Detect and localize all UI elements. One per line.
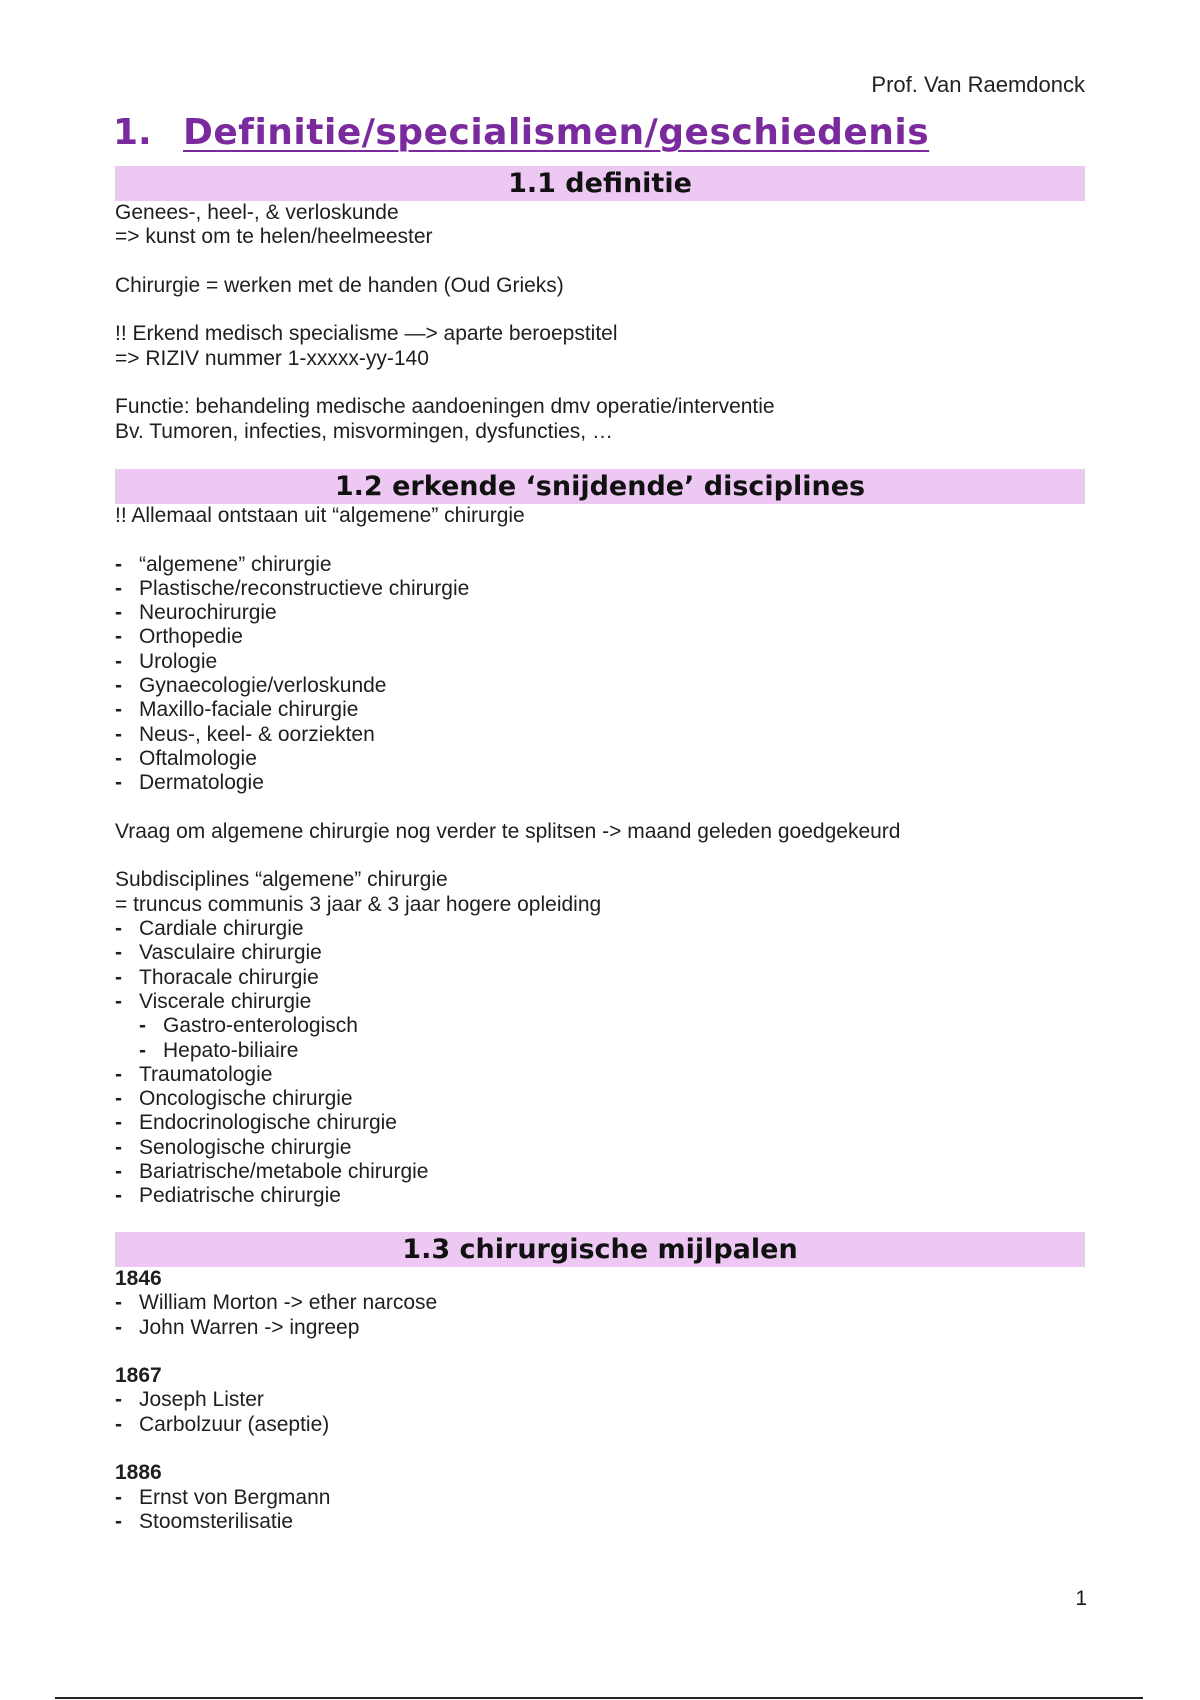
section-heading-definitie: 1.1 definitie — [115, 166, 1085, 201]
list-item — [115, 1486, 437, 1510]
list-item — [115, 1087, 900, 1111]
definitie-line: Functie: behandeling medische aandoeningen dmv operatie/interventie — [115, 395, 775, 419]
definitie-line: Chirurgie = werken met de handen (Oud Grieks) — [115, 273, 564, 297]
milestone-year: 1867 — [115, 1364, 162, 1388]
milestone-year: 1846 — [115, 1267, 162, 1290]
list-item — [115, 1160, 900, 1184]
list-item-label: John Warren -> ingreep — [139, 1315, 360, 1339]
disciplines-list — [115, 553, 900, 796]
list-item — [115, 1184, 900, 1208]
list-item — [115, 625, 900, 649]
bullet-dash: - — [115, 1315, 122, 1339]
list-item-label: Dermatologie — [139, 771, 264, 795]
blank-line — [115, 1340, 437, 1364]
list-item-label: Gynaecologie/verloskunde — [139, 674, 387, 698]
list-item — [115, 698, 900, 722]
chapter-title-row — [113, 112, 929, 153]
list-item-label: Cardiale chirurgie — [139, 917, 304, 941]
list-item-label: Bariatrische/metabole chirurgie — [139, 1160, 429, 1184]
bullet-dash: - — [115, 1111, 122, 1135]
blank-line — [115, 1437, 437, 1461]
list-item — [115, 723, 900, 747]
list-item-label: Oncologische chirurgie — [139, 1087, 353, 1111]
list-item-label: Viscerale chirurgie — [139, 989, 312, 1013]
list-item-label: Gastro-enterologisch — [163, 1014, 358, 1038]
bullet-dash: - — [115, 1485, 122, 1509]
bullet-dash: - — [115, 601, 122, 625]
list-item-label: Endocrinologische chirurgie — [139, 1111, 397, 1135]
bullet-dash: - — [115, 1509, 122, 1533]
definitie-line: Genees-, heel-, & verloskunde — [115, 201, 399, 224]
list-item — [115, 1413, 437, 1437]
section-mijlpalen-body — [115, 1267, 437, 1534]
list-item-label: Traumatologie — [139, 1062, 273, 1086]
list-item-label: Pediatrische chirurgie — [139, 1184, 341, 1208]
list-item-label: Neurochirurgie — [139, 601, 277, 625]
bullet-dash: - — [115, 1388, 122, 1412]
bullet-dash: - — [115, 1087, 122, 1111]
bullet-dash: - — [115, 771, 122, 795]
page-number: 1 — [1075, 1587, 1087, 1610]
list-item — [115, 1291, 437, 1315]
bullet-dash: - — [115, 625, 122, 649]
list-item — [115, 601, 900, 625]
bullet-dash: - — [115, 989, 122, 1013]
bullet-dash: - — [139, 1014, 146, 1038]
list-item-label: Joseph Lister — [139, 1388, 264, 1412]
list-item — [115, 1063, 900, 1087]
list-item-label: Stoomsterilisatie — [139, 1509, 294, 1533]
bullet-dash: - — [115, 965, 122, 989]
list-item — [115, 990, 900, 1014]
disciplines-note: Vraag om algemene chirurgie nog verder te splitsen -> maand geleden goedgekeurd — [115, 819, 901, 843]
list-item — [115, 941, 900, 965]
list-item-label: Thoracale chirurgie — [139, 965, 319, 989]
chapter-title: Definitie/specialismen/geschiedenis — [183, 112, 930, 153]
list-item — [115, 1388, 437, 1412]
subdisciplines-list — [115, 917, 900, 1209]
list-item-label: Orthopedie — [139, 625, 243, 649]
bullet-dash: - — [115, 698, 122, 722]
list-item-label: Urologie — [139, 649, 218, 673]
bullet-dash: - — [115, 1184, 122, 1208]
definitie-line: Bv. Tumoren, infecties, misvormingen, dysfuncties, … — [115, 419, 613, 443]
list-item — [115, 577, 900, 601]
subdisciplines-title: Subdisciplines “algemene” chirurgie — [115, 868, 448, 892]
list-item — [115, 650, 900, 674]
bullet-dash: - — [115, 1291, 122, 1315]
list-item — [115, 553, 900, 577]
footer-divider — [55, 1697, 1143, 1699]
bullet-dash: - — [115, 722, 122, 746]
bullet-dash: - — [139, 1038, 146, 1062]
sub-list-item — [115, 1014, 900, 1038]
author-name: Prof. Van Raemdonck — [871, 72, 1085, 97]
list-item — [115, 1316, 437, 1340]
bullet-dash: - — [115, 674, 122, 698]
blank-line — [115, 250, 775, 274]
bullet-dash: - — [115, 649, 122, 673]
list-item-label: Oftalmologie — [139, 746, 257, 770]
list-item-label: Vasculaire chirurgie — [139, 941, 322, 965]
list-item-label: William Morton -> ether narcose — [139, 1291, 438, 1315]
subdisciplines-intro: = truncus communis 3 jaar & 3 jaar hogere opleiding — [115, 892, 602, 916]
list-item — [115, 1136, 900, 1160]
list-item-label: Neus-, keel- & oorziekten — [139, 722, 375, 746]
bullet-dash: - — [115, 746, 122, 770]
list-item-label: Ernst von Bergmann — [139, 1485, 331, 1509]
disciplines-intro: !! Allemaal ontstaan uit “algemene” chirurgie — [115, 504, 525, 527]
section-heading-disciplines: 1.2 erkende ‘snijdende’ disciplines — [115, 469, 1085, 504]
blank-line — [115, 371, 775, 395]
list-item — [115, 1111, 900, 1135]
blank-line — [115, 298, 775, 322]
list-item-label: Maxillo-faciale chirurgie — [139, 698, 359, 722]
list-item — [115, 966, 900, 990]
sub-list-item — [115, 1039, 900, 1063]
bullet-dash: - — [115, 941, 122, 965]
list-item — [115, 674, 900, 698]
bullet-dash: - — [115, 576, 122, 600]
chapter-number: 1. — [113, 112, 152, 153]
list-item-label: Senologische chirurgie — [139, 1135, 352, 1159]
list-item — [115, 747, 900, 771]
bullet-dash: - — [115, 1160, 122, 1184]
definitie-line: => kunst om te helen/heelmeester — [115, 225, 433, 249]
bullet-dash: - — [115, 1412, 122, 1436]
bullet-dash: - — [115, 1062, 122, 1086]
definitie-line: !! Erkend medisch specialisme —> aparte beroepstitel — [115, 322, 618, 346]
list-item — [115, 771, 900, 795]
bullet-dash: - — [115, 552, 122, 576]
section-disciplines-body — [115, 504, 900, 1209]
bullet-dash: - — [115, 917, 122, 941]
list-item-label: Carbolzuur (aseptie) — [139, 1412, 330, 1436]
list-item-label: “algemene” chirurgie — [139, 552, 332, 576]
list-item — [115, 917, 900, 941]
list-item-label: Hepato-biliaire — [163, 1038, 299, 1062]
section-definitie-body — [115, 201, 775, 444]
section-heading-mijlpalen: 1.3 chirurgische mijlpalen — [115, 1232, 1085, 1267]
list-item-label: Plastische/reconstructieve chirurgie — [139, 576, 470, 600]
bullet-dash: - — [115, 1135, 122, 1159]
definitie-line: => RIZIV nummer 1-xxxxx-yy-140 — [115, 346, 429, 370]
list-item — [115, 1510, 437, 1534]
milestone-year: 1886 — [115, 1461, 162, 1485]
